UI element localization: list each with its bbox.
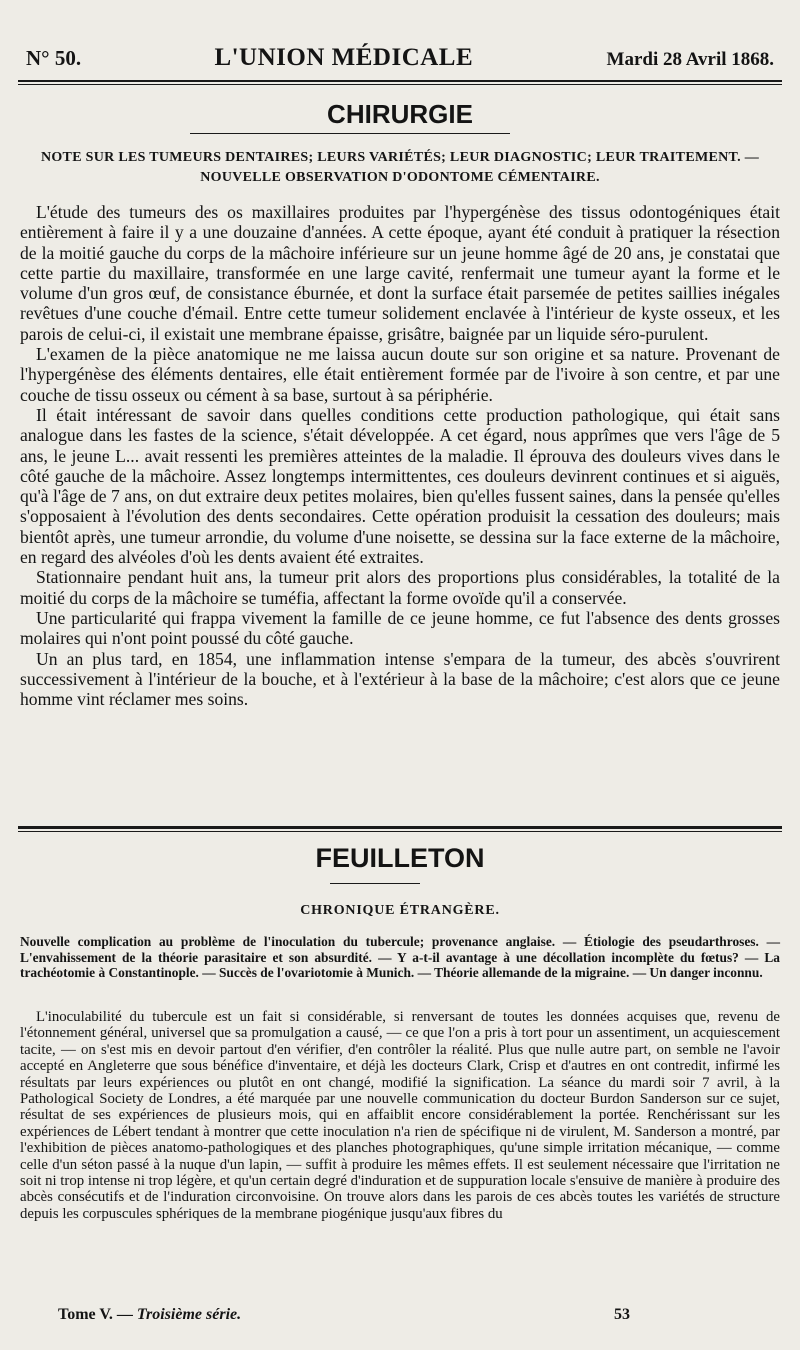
volume-info	[58, 1306, 241, 1324]
chronicle-body	[20, 1009, 780, 1222]
paragraph: L'inoculabilité du tubercule est un fait si considérable, si renversant de toutes les données acquises que, revenu de l'étonnement général, universel que sa promulgation a causé, — ce que l'on a pris à tort pour un assentiment, un acquiescement tacite, — on s'est mis en devoir partout d'en vérifier, d'en contrôler la réalité. Plus que nulle autre part, on semble ne l'avoir accepté en Angleterre que sous bénéfice d'inventaire, et déjà les docteurs Clark, Crisp et d'autres en ont contredit, infirmé les résultats par leurs expériences ou plutôt en ont changé, modifié la signification. La séance du mardi soir 7 avril, à la Pathological Society de Londres, a été marquée par une nouvelle communication du docteur Burdon Sanderson sur ce sujet, résultat de ses expériences de plusieurs mois, qui en affaiblit encore considérablement la portée. Renchérissant sur les expériences de Lébert tendant à montrer que cette inoculation n'a rien de spécifique ni de virulent, M. Sanderson a montré, par l'exhibition de pièces anatomo-pathologiques et des planches photographiques, qu'une simple irritation mécanique, — comme celle d'un séton passé à la nuque d'un lapin, — suffit à produire les mêmes effets. Il est seulement nécessaire que l'irritation ne soit ni trop intense ni trop légère, et qu'un certain degré d'induration et de suppuration locale s'ensuive de manière à produire des abcès consécutifs et de l'induration circonvoisine. On trouve alors dans les parois de ces abcès toutes les variétés de structure depuis les corpuscules sphériques de la membrane piogénique jusqu'aux fibres du	[20, 1009, 780, 1222]
page-footer	[58, 1306, 630, 1324]
journal-title: L'UNION MÉDICALE	[214, 44, 474, 71]
chronicle-subtitle: CHRONIQUE ÉTRANGÈRE.	[300, 903, 500, 918]
title-underline	[190, 133, 510, 134]
section-divider-thin	[18, 831, 782, 832]
article-title: NOTE SUR LES TUMEURS DENTAIRES; LEURS VARIÉTÉS; LEUR DIAGNOSTIC; LEUR TRAITEMENT. — NOUVELLE OBSERVATION D'ODONTOME CÉMENTAIRE.	[40, 150, 760, 185]
article-body	[20, 202, 780, 709]
chronicle-summary: Nouvelle complication au problème de l'inoculation du tubercule; provenance anglaise. — Étiologie des pseudarthroses. — L'envahissement de la théorie parasitaire et son absurdité. — Y a-t-il avantage à une décollation incomplète du fœtus? — La trachéotomie à Constantinople. — Succès de l'ovariotomie à Munich. — Théorie allemande de la migraine. — Un danger inconnu.	[20, 934, 780, 980]
paragraph: Il était intéressant de savoir dans quelles conditions cette production pathologique, qui était sans analogue dans les fastes de la science, s'était développée. A cet égard, nous apprîmes que vers l'âge de 5 ans, le jeune L... avait ressenti les premières atteintes de la maladie. Il éprouva des douleurs vives dans le côté gauche de la mâchoire. Assez longtemps intermittentes, ces douleurs devinrent continues et si aiguës, qu'à l'âge de 7 ans, on dut extraire deux petites molaires, bien qu'elles fussent saines, dans la pensée qu'elles s'opposaient à l'évolution des dents secondaires. Cette opération produisit la cessation des douleurs; mais bientôt après, une tumeur arrondie, du volume d'une noisette, se dessina sur la face externe de la mâchoire, en regard des alvéoles d'où les dents avaient été extraites.	[20, 404, 780, 568]
paragraph: Un an plus tard, en 1854, une inflammation intense s'empara de la tumeur, des abcès s'ouvrirent successivement à l'intérieur de la bouche, et à l'extérieur à la base de la mâchoire; c'est alors que ce jeune homme vint réclamer mes soins.	[20, 648, 780, 710]
issue-number: N° 50.	[26, 46, 82, 70]
volume-label: Tome V. —	[58, 1306, 133, 1323]
masthead-rule	[18, 80, 782, 82]
issue-date: Mardi 28 Avril 1868.	[606, 49, 774, 70]
section-title-chirurgie: CHIRURGIE	[327, 99, 473, 129]
masthead	[26, 44, 774, 74]
feuilleton-underline	[330, 883, 420, 884]
paragraph: Une particularité qui frappa vivement la famille de ce jeune homme, ce fut l'absence des dents grosses molaires qui n'ont point poussé du côté gauche.	[20, 607, 780, 649]
page-number: 53	[614, 1306, 630, 1323]
paragraph: L'examen de la pièce anatomique ne me laissa aucun doute sur son origine et sa nature. Provenant de l'hypergénèse des éléments dentaires, elle était entièrement formée par de l'ivoire à son centre, et par une couche de tissu osseux ou cément à sa base, surtout à sa périphérie.	[20, 344, 780, 405]
paragraph: L'étude des tumeurs des os maxillaires produites par l'hypergénèse des tissus odontogéniques était entièrement à faire il y a une douzaine d'années. A cette époque, ayant été conduit à pratiquer la résection de la moitié gauche du corps de la mâchoire inférieure sur un jeune homme âgé de 20 ans, je constatai que cette partie du maxillaire, transformée en une large cavité, renfermait une tumeur ayant la forme et le volume d'un gros œuf, de consistance éburnée, et dont la surface était parsemée de petites saillies inégales revêtues d'une couche d'émail. Entre cette tumeur solidement enclavée à l'intérieur de kyste osseux, et les parois de celui-ci, il existait une membrane épaisse, grisâtre, baignée par un liquide séro-purulent.	[20, 202, 780, 344]
masthead-rule-thin	[18, 84, 782, 85]
section-divider	[18, 826, 782, 829]
paragraph: Stationnaire pendant huit ans, la tumeur prit alors des proportions plus considérables, la totalité de la moitié du corps de la mâchoire se tuméfia, affectant la forme ovoïde qu'il a conservée.	[20, 567, 780, 608]
section-title-feuilleton: FEUILLETON	[315, 843, 485, 873]
series-label: Troisième série.	[136, 1306, 242, 1323]
